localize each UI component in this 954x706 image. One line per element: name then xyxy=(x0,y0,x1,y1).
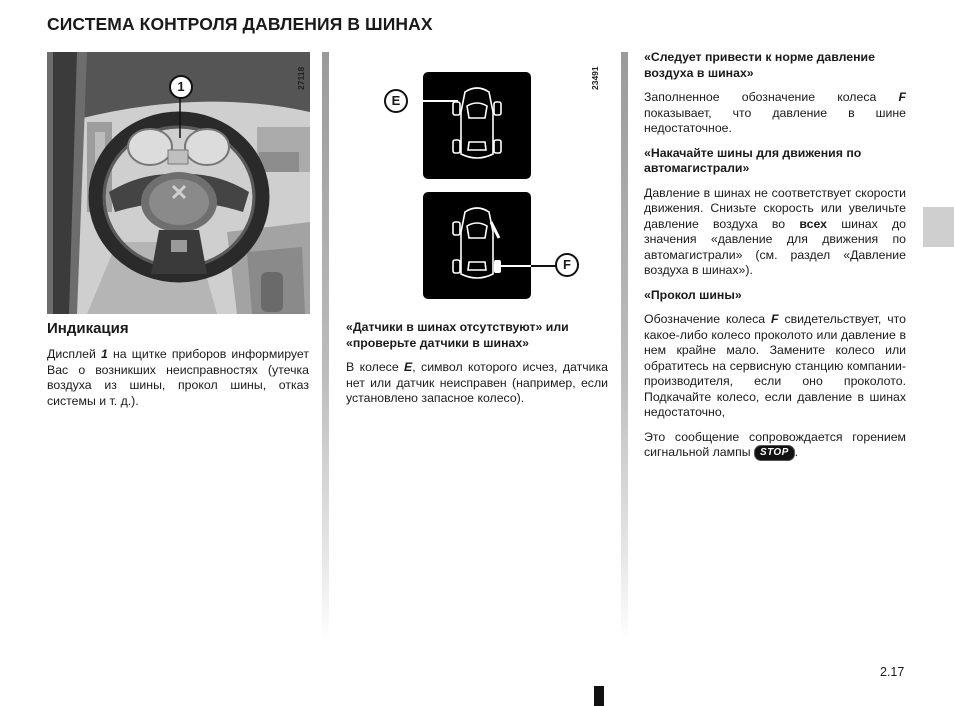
callout-1: 1 xyxy=(169,75,193,99)
paragraph-stop-lamp: Это сообщение сопровождается горением сигнальной лампы STOP . xyxy=(644,429,906,459)
chapter-side-tab xyxy=(923,207,954,247)
reference-e: E xyxy=(404,360,413,374)
callout-f: F xyxy=(555,253,579,277)
car-flat-tyre-icon xyxy=(423,192,531,299)
figure-code-1: 27118 xyxy=(296,66,306,90)
column-1 xyxy=(47,320,309,418)
tpms-panel-e xyxy=(423,72,531,179)
stop-warning-lamp-icon: STOP xyxy=(754,445,795,461)
reference-f: F xyxy=(771,312,779,326)
paragraph-highway: Давление в шинах не соответствует скорости движения. Снизьте скорость или увеличьте давление воздуха во всех шинах до значения «давление для движения по автомагистрали» (см. раздел «Давление воздуха в шинах»). xyxy=(644,185,906,277)
section-heading-highway: «Накачайте шины для движения по автомагистрали» xyxy=(644,145,862,175)
car-top-view-icon xyxy=(423,72,531,179)
paragraph-indication: Дисплей 1 на щитке приборов информирует Вас о возникших неисправностях (утечка воздуха из шины, прокол шины, отказ системы и т. д.). xyxy=(47,347,309,408)
column-divider-right xyxy=(621,52,628,642)
section-heading-sensors: «Датчики в шинах отсутствуют» или «проверьте датчики в шинах» xyxy=(346,320,569,350)
section-heading-normalize-pressure: «Следует привести к норме давление воздуха в шинах» xyxy=(644,50,875,80)
section-heading-indication: Индикация xyxy=(47,320,129,337)
column-divider-left xyxy=(322,52,329,642)
bottom-marker xyxy=(594,686,604,706)
column-3 xyxy=(644,50,906,470)
emphasis-all: всех xyxy=(799,216,827,231)
callout-f-leader xyxy=(531,265,556,267)
page-title: СИСТЕМА КОНТРОЛЯ ДАВЛЕНИЯ В ШИНАХ xyxy=(47,14,433,34)
tpms-panel-f xyxy=(423,192,531,299)
reference-1: 1 xyxy=(101,347,108,361)
page-number: 2.17 xyxy=(880,665,905,679)
reference-f: F xyxy=(898,90,906,104)
paragraph-puncture: Обозначение колеса F свидетельствует, что какое-либо колесо проколото или давление в нем крайне мало. Замените колесо или обратитесь на сервисную станцию компании-производителя, если оно проколото. Подкачайте колесо, если давление в шинах недостаточно, xyxy=(644,312,906,419)
section-heading-puncture: «Прокол шины» xyxy=(644,287,742,302)
figure-code-2: 23491 xyxy=(590,66,600,90)
paragraph-normalize-pressure: Заполненное обозначение колеса F показывает, что давление в шине недостаточное. xyxy=(644,90,906,135)
column-2 xyxy=(346,320,608,416)
paragraph-sensors: В колесе E, символ которого исчез, датчика нет или датчик неисправен (например, если установлено запасное колесо). xyxy=(346,360,608,405)
callout-e-leader xyxy=(408,100,458,102)
callout-e: E xyxy=(384,89,408,113)
